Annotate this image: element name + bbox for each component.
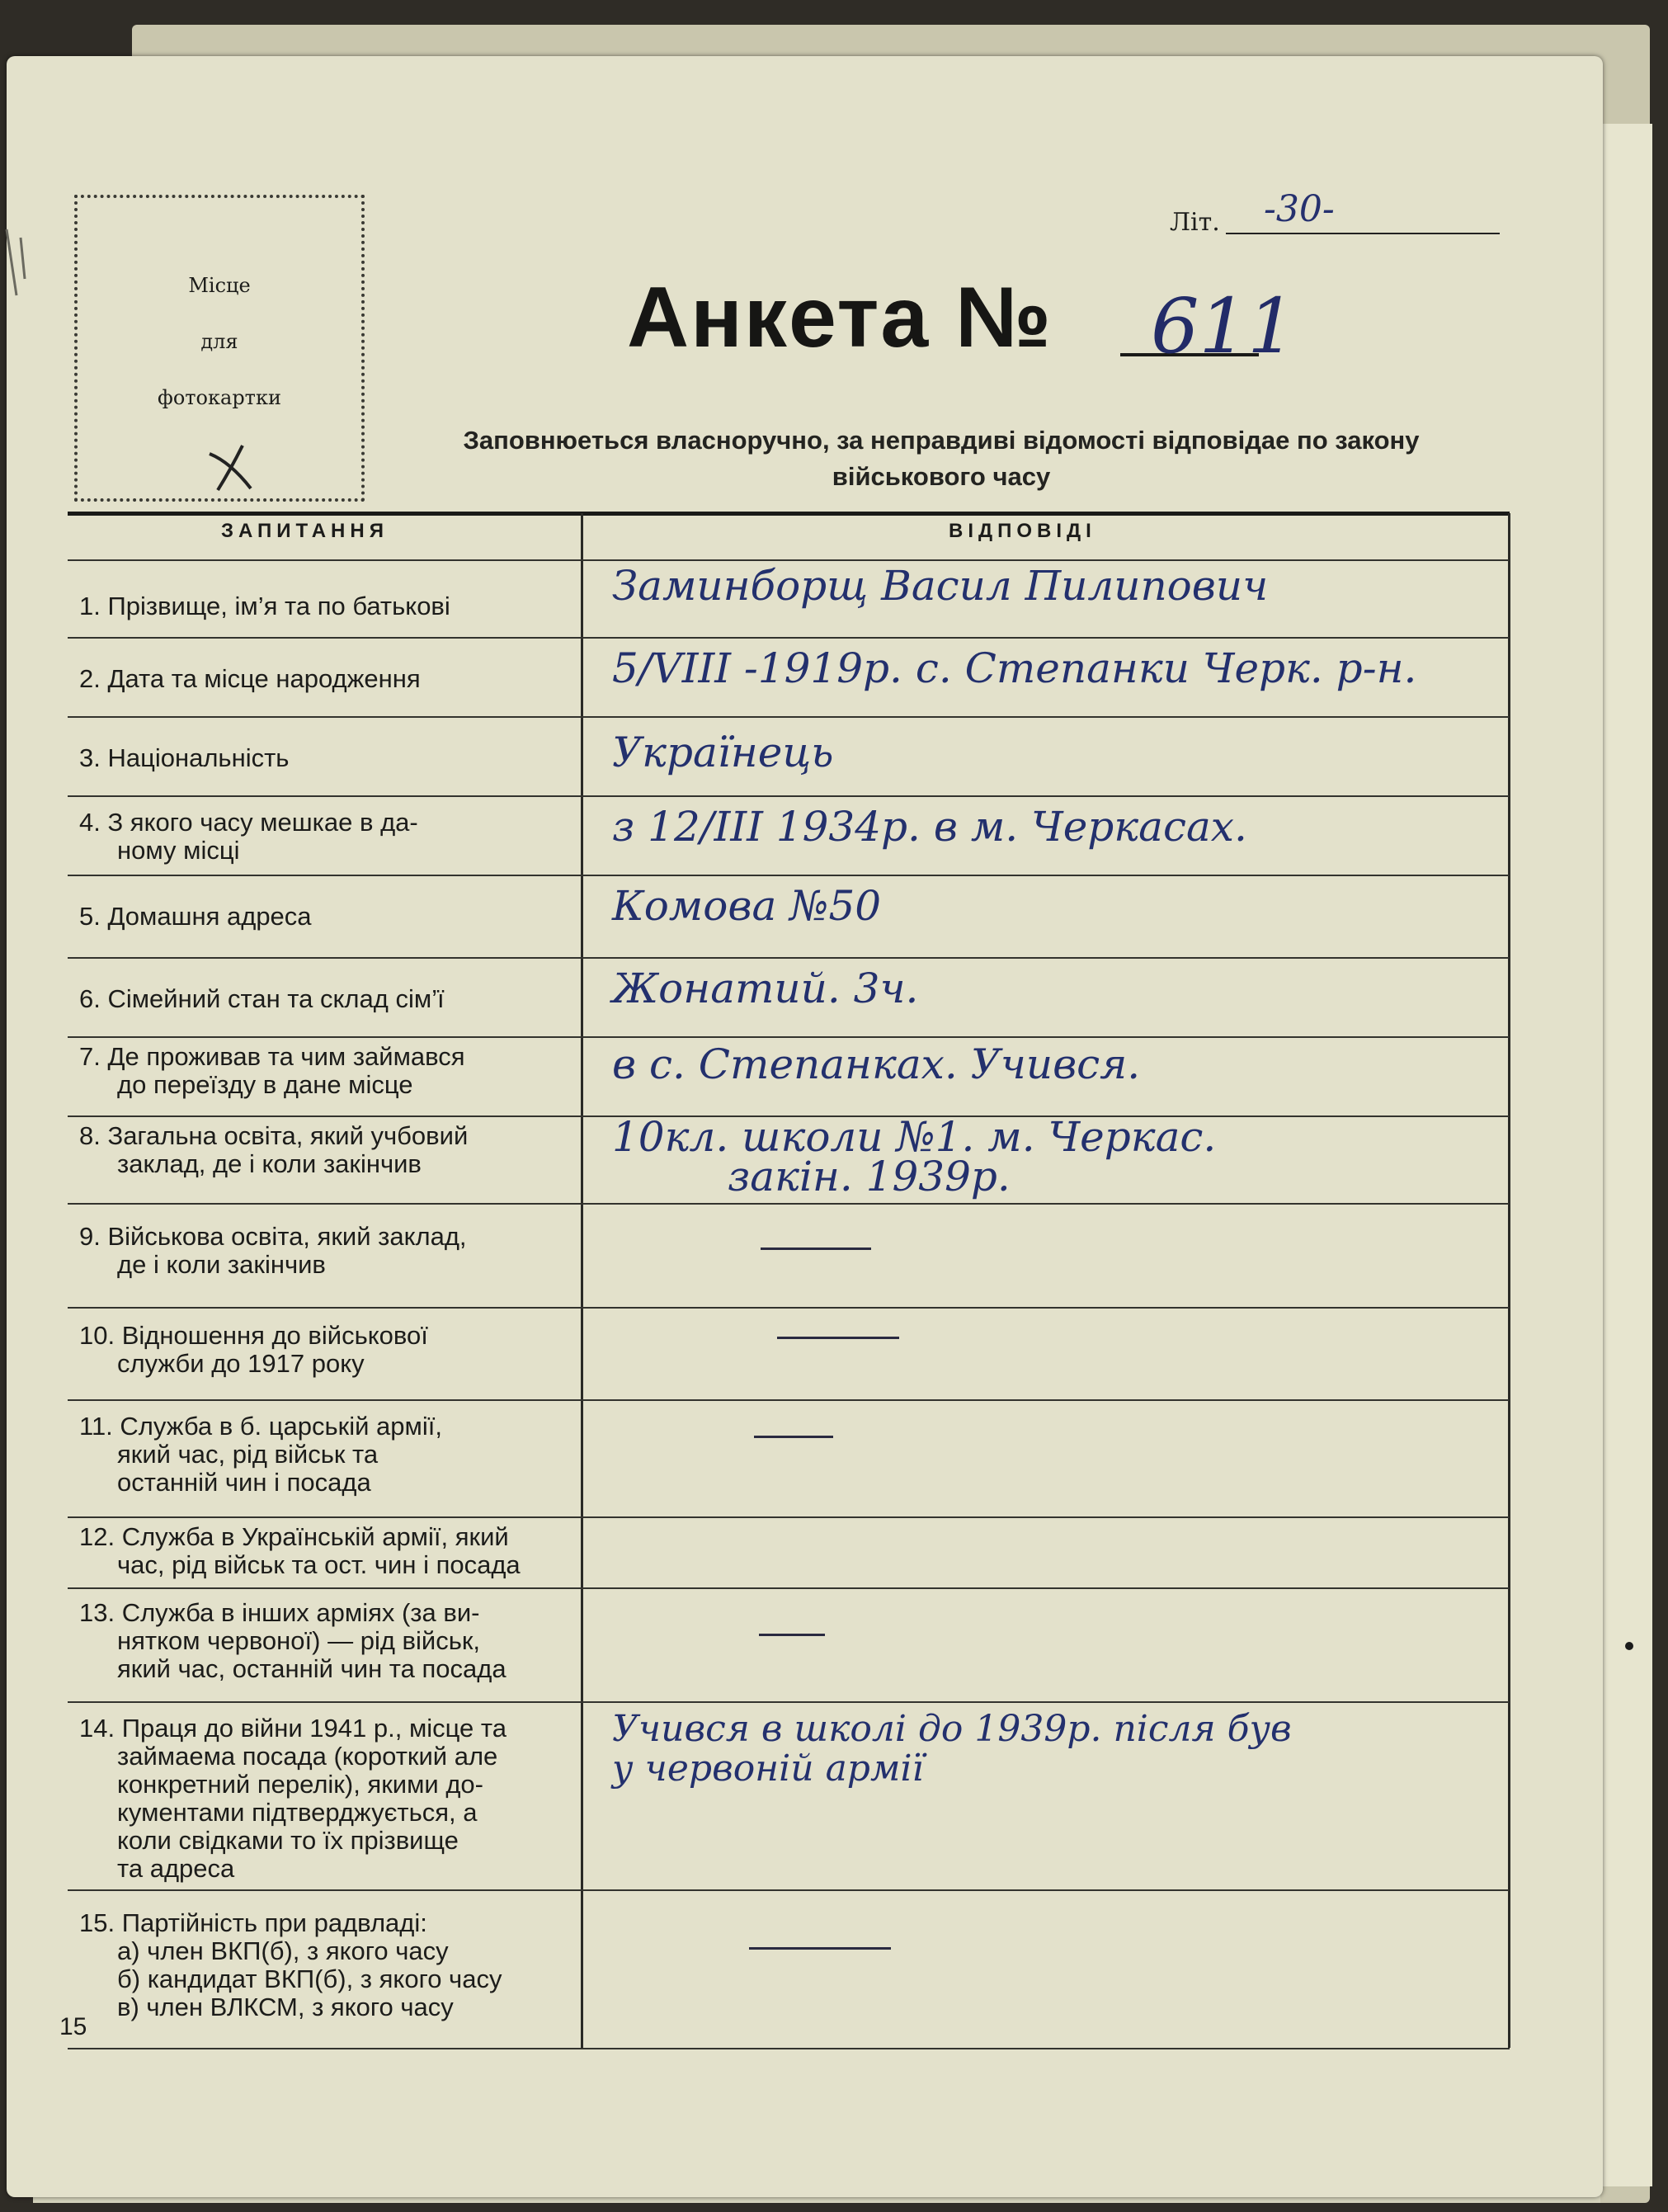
empty-answer-dash [749, 1947, 891, 1950]
question-text-line: до переїзду в дане місце [117, 1070, 413, 1099]
ink-dot [1625, 1642, 1633, 1650]
question-text-line: 14. Праця до війни 1941 р., місце та [79, 1714, 507, 1743]
answer-14 [612, 1710, 1503, 1789]
question-text-line: б) кандидат ВКП(б), з якого часу [117, 1964, 502, 1993]
question-1 [79, 592, 574, 620]
table-row-divider [68, 1399, 1510, 1401]
answer-5 [612, 882, 1503, 930]
subtitle-line2: військового часу [832, 462, 1051, 491]
question-11 [79, 1413, 574, 1497]
question-text-line: 7. Де проживав та чим займався [79, 1042, 465, 1071]
answer-text-line: у червоній армії [612, 1747, 924, 1790]
question-text-line: а) член ВКП(б), з якого часу [117, 1936, 449, 1965]
question-2 [79, 665, 574, 693]
question-text-line: 15. Партійність при радвладі: [79, 1908, 427, 1937]
answer-1 [612, 562, 1503, 610]
answer-4 [612, 803, 1503, 851]
question-text-line: 2. Дата та місце народження [79, 664, 421, 693]
empty-answer-dash [759, 1634, 825, 1636]
question-text-line: нятком червоної) — рід військ, [117, 1626, 481, 1655]
answer-text-line: Комова №50 [612, 882, 882, 930]
question-text-line: 5. Домашня адреса [79, 902, 312, 931]
photo-label-line2: для [200, 330, 238, 353]
answer-text-line: 10кл. школи №1. м. Черкас. [612, 1113, 1217, 1161]
question-text-line: служби до 1917 року [117, 1349, 365, 1378]
question-15 [79, 1909, 574, 2021]
pencil-mark-icon [0, 221, 41, 304]
question-text-line: кументами підтверджується, а [117, 1798, 478, 1827]
question-text-line: час, рід військ та ост. чин і посада [117, 1550, 521, 1579]
column-header-questions: ЗАПИТАННЯ [221, 520, 389, 542]
question-text-line: конкретний перелік), якими до- [117, 1770, 483, 1799]
table-row-divider [68, 1889, 1510, 1891]
answer-8 [612, 1113, 1503, 1200]
table-row-divider [68, 1203, 1510, 1205]
table-row-divider [68, 1701, 1510, 1703]
cross-mark-icon [201, 437, 259, 495]
answer-text-line: Жонатий. 3ч. [612, 965, 919, 1012]
question-4 [79, 809, 574, 865]
question-10 [79, 1322, 574, 1378]
photo-placeholder [74, 195, 365, 502]
question-text-line: заклад, де і коли закінчив [117, 1149, 422, 1178]
question-text-line: 1. Прізвище, ім’я та по батькові [79, 592, 450, 620]
answer-2 [612, 644, 1503, 692]
lit-underline [1226, 233, 1500, 234]
empty-answer-dash [777, 1337, 899, 1339]
table-row-divider [68, 559, 1510, 561]
question-text-line: останній чин і посада [117, 1468, 371, 1497]
question-14 [79, 1714, 574, 1883]
answer-text-line: в с. Степанках. Учився. [612, 1040, 1141, 1088]
question-text-line: 11. Служба в б. царській армії, [79, 1412, 442, 1441]
lit-label: Літ. [1170, 208, 1220, 237]
table-row-divider [68, 716, 1510, 718]
table-row-divider [68, 875, 1510, 876]
answer-text-line: 5/VIII -1919р. с. Степанки Черк. р-н. [612, 644, 1417, 692]
subtitle [401, 422, 1482, 495]
question-6 [79, 985, 574, 1013]
table-row-divider [68, 957, 1510, 959]
answer-text-line: закін. 1939р. [728, 1153, 1011, 1200]
answer-text-line: Заминборщ Васил Пилипович [612, 562, 1269, 610]
question-text-line: займаема посада (короткий але [117, 1742, 498, 1771]
table-row-divider [68, 1307, 1510, 1309]
question-text-line: 13. Служба в інших арміях (за ви- [79, 1598, 480, 1627]
photo-label-line3: фотокартки [158, 386, 281, 409]
column-header-answers: ВІДПОВІДІ [949, 520, 1096, 542]
answer-text-line: Українець [612, 729, 834, 776]
answer-3 [612, 729, 1503, 776]
question-9 [79, 1223, 574, 1279]
question-text-line: 3. Національність [79, 743, 290, 772]
lit-value: -30- [1264, 188, 1335, 230]
empty-answer-dash [761, 1247, 871, 1250]
question-text-line: 9. Військова освіта, який заклад, [79, 1222, 467, 1251]
question-text-line: де і коли закінчив [117, 1250, 326, 1279]
table-bottom-rule [68, 2048, 1510, 2049]
table-row-divider [68, 1587, 1510, 1589]
answer-6 [612, 965, 1503, 1012]
question-5 [79, 903, 574, 931]
table-column-divider [581, 513, 583, 2048]
question-text-line: коли свідками то їх прізвище [117, 1826, 459, 1855]
margin-note: 15 [59, 2013, 87, 2040]
form-number: 611 [1151, 282, 1296, 370]
table-right-border [1508, 513, 1510, 2048]
question-text-line: 12. Служба в Українській армії, який [79, 1522, 509, 1551]
page-title: Анкета № [627, 270, 1053, 366]
question-text-line: та адреса [117, 1854, 235, 1883]
question-text-line: в) член ВЛКСМ, з якого часу [117, 1993, 454, 2021]
question-text-line: який час, останній чин та посада [117, 1654, 507, 1683]
question-13 [79, 1599, 574, 1683]
answer-7 [612, 1040, 1503, 1088]
question-text-line: 6. Сімейний стан та склад сім’ї [79, 984, 445, 1013]
answer-text-line: Учився в школі до 1939р. після був [612, 1708, 1292, 1750]
subtitle-line1: Заповнюеться власноручно, за неправдиві відомості відповідае по закону [463, 426, 1420, 455]
photo-label-line1: Місце [188, 274, 251, 297]
question-12 [79, 1523, 574, 1579]
table-row-divider [68, 637, 1510, 639]
question-7 [79, 1043, 574, 1099]
question-text-line: 4. З якого часу мешкае в да- [79, 808, 418, 837]
table-top-rule [68, 512, 1510, 516]
question-8 [79, 1122, 574, 1178]
question-text-line: ному місці [117, 836, 240, 865]
answer-text-line: з 12/III 1934р. в м. Черкасах. [612, 803, 1247, 851]
table-row-divider [68, 795, 1510, 797]
empty-answer-dash [754, 1436, 833, 1438]
question-text-line: 10. Відношення до військової [79, 1321, 428, 1350]
table-row-divider [68, 1036, 1510, 1038]
question-text-line: який час, рід військ та [117, 1440, 379, 1469]
question-text-line: 8. Загальна освіта, який учбовий [79, 1121, 469, 1150]
question-3 [79, 744, 574, 772]
table-row-divider [68, 1516, 1510, 1518]
